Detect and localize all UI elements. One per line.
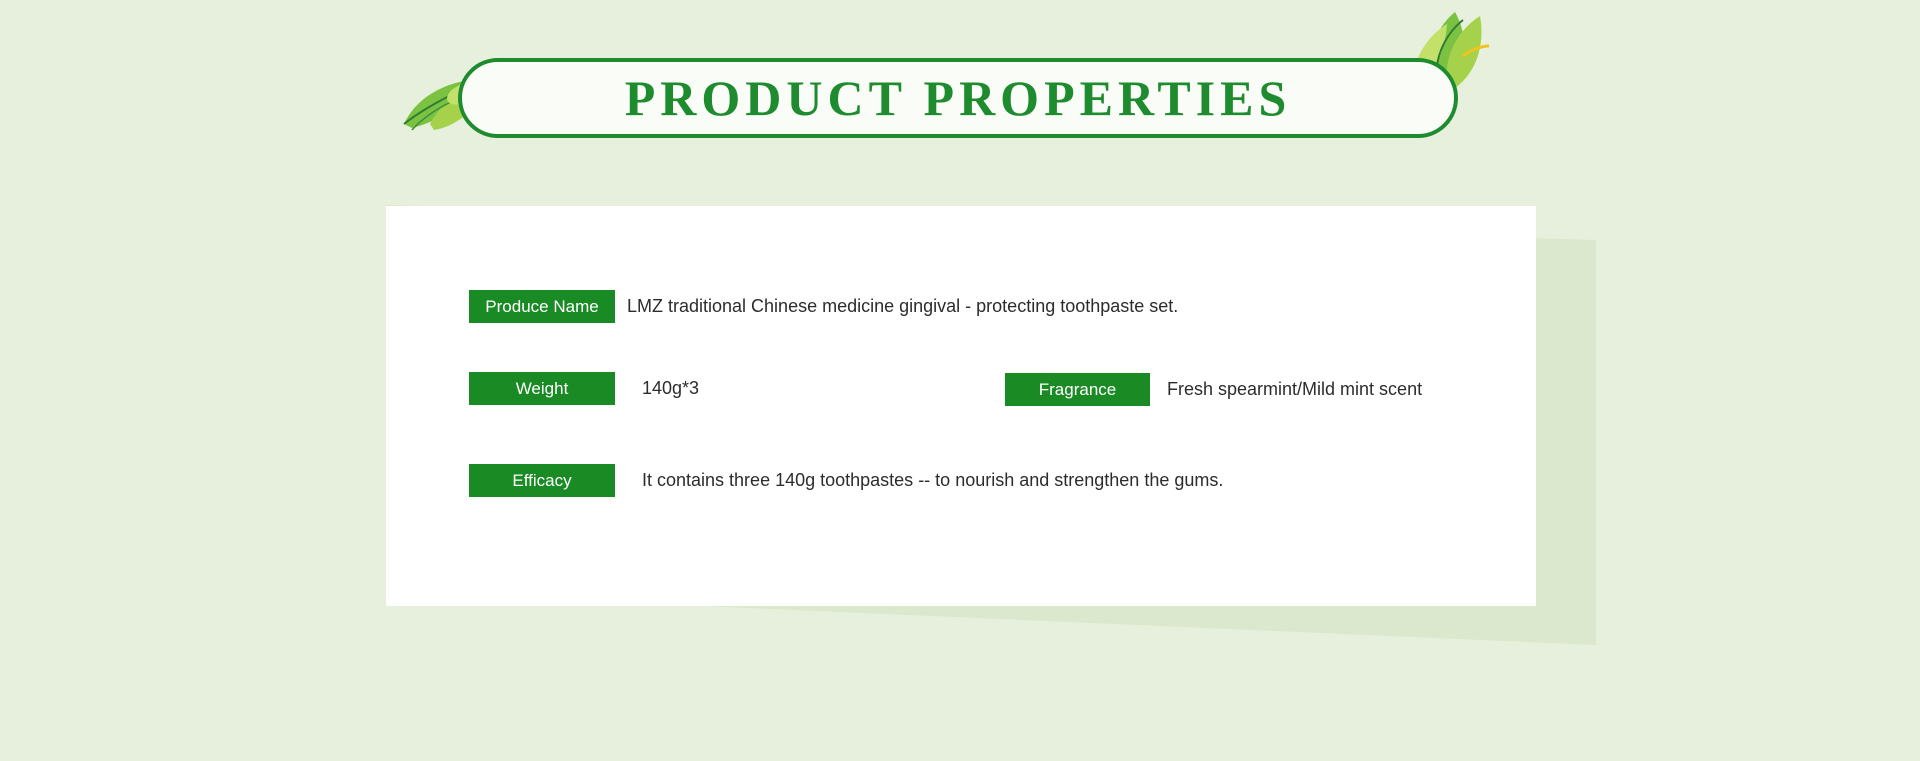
property-label-weight: Weight xyxy=(469,372,615,405)
page-title: PRODUCT PROPERTIES xyxy=(624,70,1292,126)
property-value-produce-name: LMZ traditional Chinese medicine gingival - protecting toothpaste set. xyxy=(627,296,1179,316)
property-row-weight xyxy=(469,372,699,405)
property-value-weight: 140g*3 xyxy=(642,378,700,398)
property-value-efficacy: It contains three 140g toothpastes -- to nourish and strengthen the gums. xyxy=(642,470,1224,490)
property-label-efficacy: Efficacy xyxy=(469,464,615,497)
property-row-fragrance xyxy=(1005,373,1422,406)
property-row-efficacy xyxy=(469,464,1223,497)
property-label-fragrance: Fragrance xyxy=(1005,373,1150,406)
property-label-produce-name: Produce Name xyxy=(469,290,615,323)
property-row-produce-name xyxy=(469,290,1178,323)
properties-card xyxy=(386,206,1536,606)
property-value-fragrance: Fresh spearmint/Mild mint scent xyxy=(1167,379,1423,399)
banner-pill xyxy=(458,58,1458,138)
page-banner xyxy=(400,10,1480,140)
